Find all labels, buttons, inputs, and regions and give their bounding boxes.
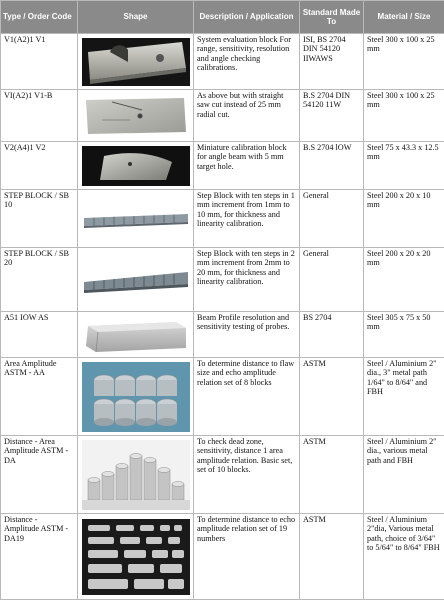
standard-cell: ASTM xyxy=(300,358,364,436)
shape-cell xyxy=(78,514,194,600)
type-cell: STEP BLOCK / SB 20 xyxy=(1,248,78,312)
standard-cell: ASTM xyxy=(300,436,364,514)
table-row xyxy=(1,436,444,514)
standard-cell: ASTM xyxy=(300,514,364,600)
standard-cell: General xyxy=(300,248,364,312)
description-cell: To determine distance to flaw size and echo amplitude relation set of 8 blocks xyxy=(194,358,300,436)
material-cell: Steel 200 x 20 x 10 mm xyxy=(364,190,444,248)
material-cell: Steel / Aluminium 2" dia., various metal path and FBH xyxy=(364,436,444,514)
material-cell: Steel 300 x 100 x 25 mm xyxy=(364,90,444,142)
description-cell: System evaluation block For range, sensitivity, resolution and angle checking calibrations. xyxy=(194,34,300,90)
table-row xyxy=(1,190,444,248)
description-cell: Step Block with ten steps in 1 mm increment from 1mm to 10 mm, for thickness and linearity calibration. xyxy=(194,190,300,248)
distance-area-amplitude-set-photo xyxy=(82,440,190,510)
table-row xyxy=(1,142,444,190)
table-row xyxy=(1,514,444,600)
shape-cell xyxy=(78,190,194,248)
standard-cell: ISI, BS 2704 DIN 54120 IIWAWS xyxy=(300,34,364,90)
type-cell: Distance - Amplitude ASTM - DA19 xyxy=(1,514,78,600)
type-cell: V1(A2)1 V1 xyxy=(1,34,78,90)
v2-miniature-block-photo xyxy=(82,146,190,186)
standard-cell: General xyxy=(300,190,364,248)
header-standard: Standard Made To xyxy=(300,1,364,34)
type-cell: Distance - Area Amplitude ASTM - DA xyxy=(1,436,78,514)
standard-cell: BS 2704 xyxy=(300,312,364,358)
header-description: Description / Application xyxy=(194,1,300,34)
beam-profile-block-photo xyxy=(82,316,190,354)
type-cell: VI(A2)1 V1-B xyxy=(1,90,78,142)
description-cell: Beam Profile resolution and sensitivity testing of probes. xyxy=(194,312,300,358)
table-row xyxy=(1,34,444,90)
step-block-10-photo xyxy=(82,204,190,234)
type-cell: V2(A4)1 V2 xyxy=(1,142,78,190)
table-row xyxy=(1,248,444,312)
shape-cell xyxy=(78,436,194,514)
shape-cell xyxy=(78,312,194,358)
description-cell: As above but with straight saw cut instead of 25 mm radial cut. xyxy=(194,90,300,142)
type-cell: Area Amplitude ASTM - AA xyxy=(1,358,78,436)
shape-cell xyxy=(78,34,194,90)
header-material: Material / Size xyxy=(364,1,444,34)
table-row xyxy=(1,358,444,436)
description-cell: To check dead zone, sensitivity, distance 1 area amplitude relation. Basic set, set of 10 blocks. xyxy=(194,436,300,514)
header-type: Type / Order Code xyxy=(1,1,78,34)
description-cell: Miniature calibration block for angle beam with 5 mm target hole. xyxy=(194,142,300,190)
material-cell: Steel 300 x 100 x 25 mm xyxy=(364,34,444,90)
step-block-20-photo xyxy=(82,264,190,296)
type-cell: STEP BLOCK / SB 10 xyxy=(1,190,78,248)
material-cell: Steel 200 x 20 x 20 mm xyxy=(364,248,444,312)
description-cell: Step Block with ten steps in 2 mm increment from 2mm to 20 mm, for thickness and linearity calibration. xyxy=(194,248,300,312)
table-row xyxy=(1,90,444,142)
shape-cell xyxy=(78,248,194,312)
header-shape: Shape xyxy=(78,1,194,34)
shape-cell xyxy=(78,142,194,190)
distance-amplitude-19-set-photo xyxy=(82,519,190,595)
shape-cell xyxy=(78,358,194,436)
v1-calibration-block-photo xyxy=(82,38,190,86)
material-cell: Steel / Aluminium 2"dia, Various metal path, choice of 3/64" to 5/64" to 8/64" FBH xyxy=(364,514,444,600)
area-amplitude-set-photo xyxy=(82,362,190,432)
standard-cell: B.S 2704 DIN 54120 11W xyxy=(300,90,364,142)
material-cell: Steel 305 x 75 x 50 mm xyxy=(364,312,444,358)
type-cell: A51 IOW AS xyxy=(1,312,78,358)
table-header-row xyxy=(1,1,444,34)
description-cell: To determine distance to echo amplitude relation set of 19 numbers xyxy=(194,514,300,600)
material-cell: Steel / Aluminium 2" dia., 3" metal path 1/64" to 8/64" and FBH xyxy=(364,358,444,436)
v1b-calibration-block-photo xyxy=(82,94,190,138)
shape-cell xyxy=(78,90,194,142)
standard-cell: B.S 2704 lOW xyxy=(300,142,364,190)
table-row xyxy=(1,312,444,358)
material-cell: Steel 75 x 43.3 x 12.5 mm xyxy=(364,142,444,190)
